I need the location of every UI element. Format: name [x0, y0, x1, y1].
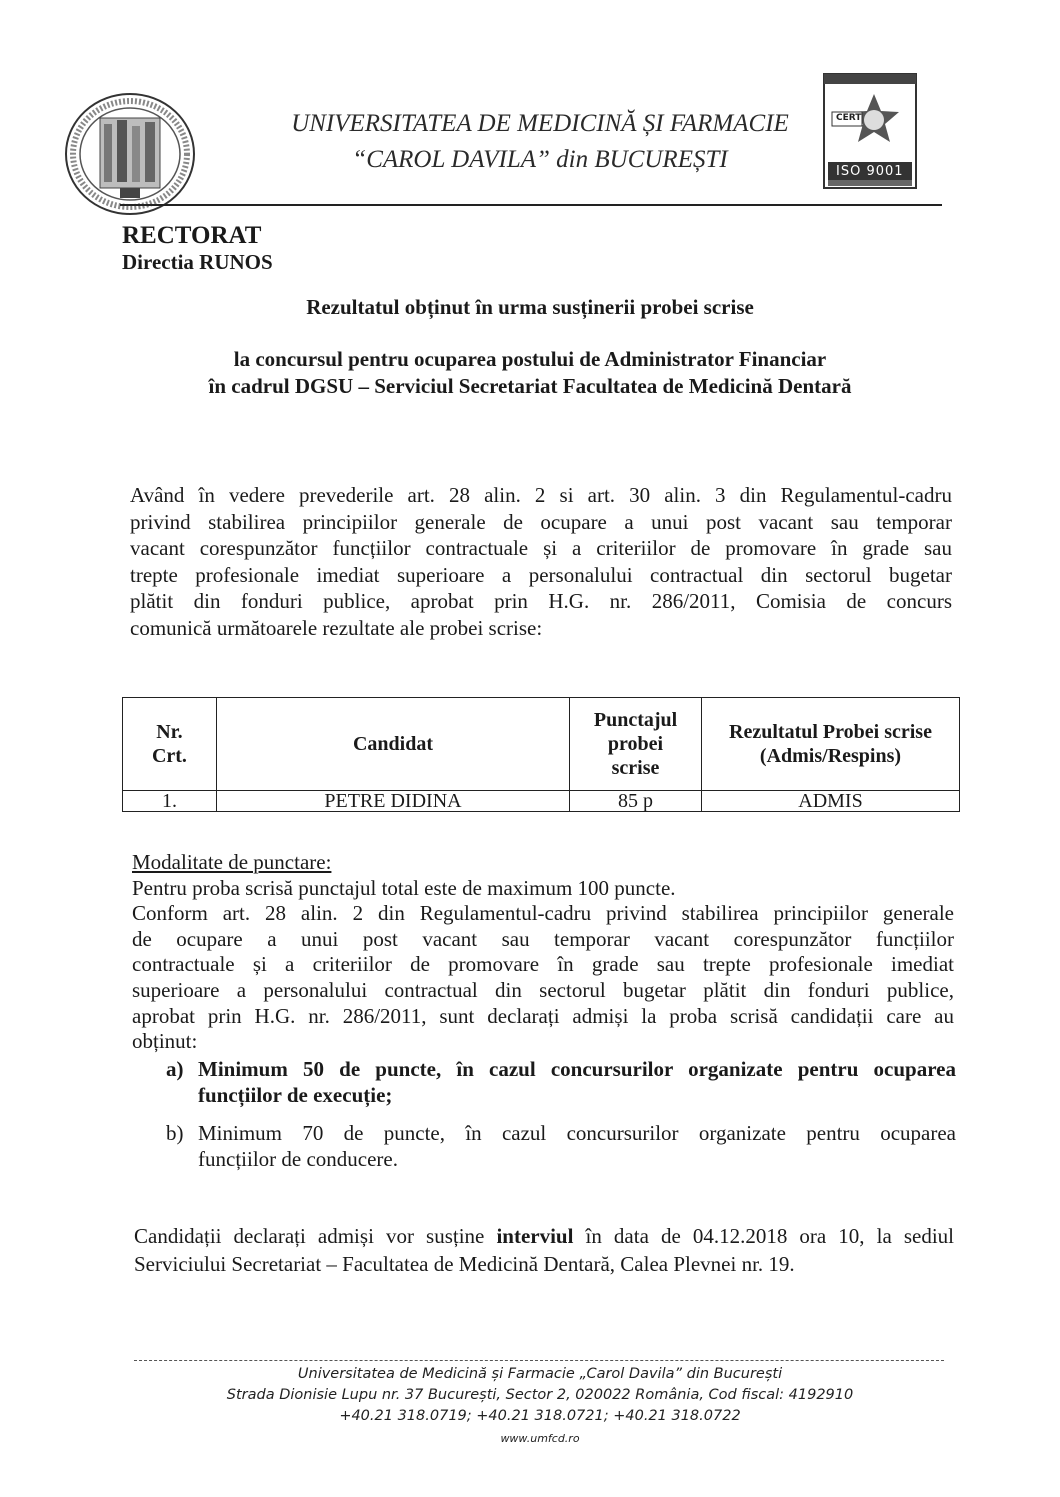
criteria-text: Minimum 50 de puncte, în cazul concursurilor organizate pentru ocuparea — [198, 1057, 956, 1081]
header-candidat: Candidat — [216, 698, 569, 791]
header-punctaj: Punctajul probei scrise — [570, 698, 702, 791]
intro-line: privind stabilirea principiilor generale de ocupare a unui post vacant sau temporar — [130, 509, 952, 534]
table-row — [123, 791, 960, 812]
iso-cert-logo — [822, 72, 918, 190]
scoring-line: contractuale și a criteriilor de promovare în grade sau trepte profesionale imediat — [132, 952, 954, 977]
cell-punctaj: 85 p — [570, 791, 702, 812]
criteria-text: funcțiilor de execuție; — [198, 1083, 393, 1107]
scoring-line: Pentru proba scrisă punctajul total este de maximum 100 puncte. — [132, 875, 676, 900]
interview-line2: Serviciului Secretariat – Facultatea de Medicină Dentară, Calea Plevnei nr. 19. — [134, 1252, 795, 1276]
document-subtitle-line2: în cadrul DGSU – Serviciul Secretariat Facultatea de Medicină Dentară — [208, 374, 852, 398]
criteria-item-a — [166, 1056, 956, 1110]
directia-heading: Directia RUNOS — [122, 250, 273, 274]
footer-address: Strada Dionisie Lupu nr. 37 București, Sector 2, 020022 România, Cod fiscal: 4192910 — [226, 1387, 854, 1403]
university-name-line1: UNIVERSITATEA DE MEDICINĂ ȘI FARMACIE — [291, 110, 789, 137]
interview-bold: interviul — [496, 1224, 574, 1248]
footer-phones: +40.21 318.0719; +40.21 318.0721; +40.21 318.0722 — [339, 1408, 741, 1424]
criteria-text: Minimum 70 de puncte, în cazul concursurilor organizate pentru ocuparea — [198, 1121, 956, 1145]
footer-divider — [134, 1360, 944, 1361]
header-divider — [120, 204, 942, 206]
interview-text: în data de 04.12.2018 ora 10, la sediul — [573, 1224, 954, 1248]
criteria-item-b — [166, 1120, 956, 1174]
scoring-section — [132, 850, 954, 1055]
scoring-line: superioare a personalului contractual din sectorul bugetar plătit din fonduri publice, — [132, 977, 954, 1002]
intro-line: comunică următoarele rezultate ale probei scrise: — [130, 615, 543, 640]
iso-label: ISO 9001 — [836, 164, 904, 179]
criteria-label: b) — [166, 1121, 184, 1145]
footer-website: www.umfcd.ro — [500, 1432, 580, 1445]
intro-line: Având în vedere prevederile art. 28 alin. 2 si art. 30 alin. 3 din Regulamentul-cadru — [130, 483, 952, 507]
criteria-label: a) — [166, 1057, 184, 1081]
scoring-line: Conform art. 28 alin. 2 din Regulamentul-cadru privind stabilirea principiilor generale — [132, 901, 954, 926]
results-table — [122, 697, 960, 812]
intro-line: vacant corespunzător funcțiilor contractuale și a criteriilor de promovare în grade sau — [130, 536, 952, 561]
intro-paragraph — [130, 482, 952, 642]
header-nr: Nr. Crt. — [123, 698, 217, 791]
intro-line: plătit din fonduri publice, aprobat prin H.G. nr. 286/2011, Comisia de concurs — [130, 589, 952, 614]
cert-label: CERT — [836, 113, 862, 123]
cell-candidat: PETRE DIDINA — [216, 791, 569, 812]
university-seal-logo — [62, 90, 198, 218]
criteria-text: funcțiilor de conducere. — [198, 1147, 398, 1171]
interview-paragraph — [134, 1222, 954, 1278]
table-header-row — [123, 698, 960, 791]
intro-line: trepte profesionale imediat superioare a personalului contractual din sectorul bugetar — [130, 562, 952, 587]
rectorat-heading: RECTORAT — [122, 222, 262, 249]
scoring-heading: Modalitate de punctare: — [132, 850, 332, 874]
scoring-line: aprobat prin H.G. nr. 286/2011, sunt declarați admiși la proba scrisă candidații care au — [132, 1003, 954, 1028]
document-title: Rezultatul obținut în urma susținerii probei scrise — [306, 295, 754, 319]
footer-university: Universitatea de Medicină și Farmacie „Carol Davila” din București — [297, 1366, 783, 1382]
cell-rezultat: ADMIS — [702, 791, 960, 812]
interview-line1 — [134, 1222, 954, 1250]
cell-nr: 1. — [123, 791, 217, 812]
scoring-line: de ocupare a unui post vacant sau temporar vacant corespunzător funcțiilor — [132, 926, 954, 951]
header-rezultat: Rezultatul Probei scrise (Admis/Respins) — [702, 698, 960, 791]
interview-text: Candidații declarați admiși vor susține — [134, 1224, 497, 1248]
document-subtitle-line1: la concursul pentru ocuparea postului de Administrator Financiar — [233, 347, 827, 371]
scoring-line: obținut: — [132, 1029, 198, 1054]
university-name-line2: “CAROL DAVILA” din BUCUREȘTI — [352, 146, 728, 173]
